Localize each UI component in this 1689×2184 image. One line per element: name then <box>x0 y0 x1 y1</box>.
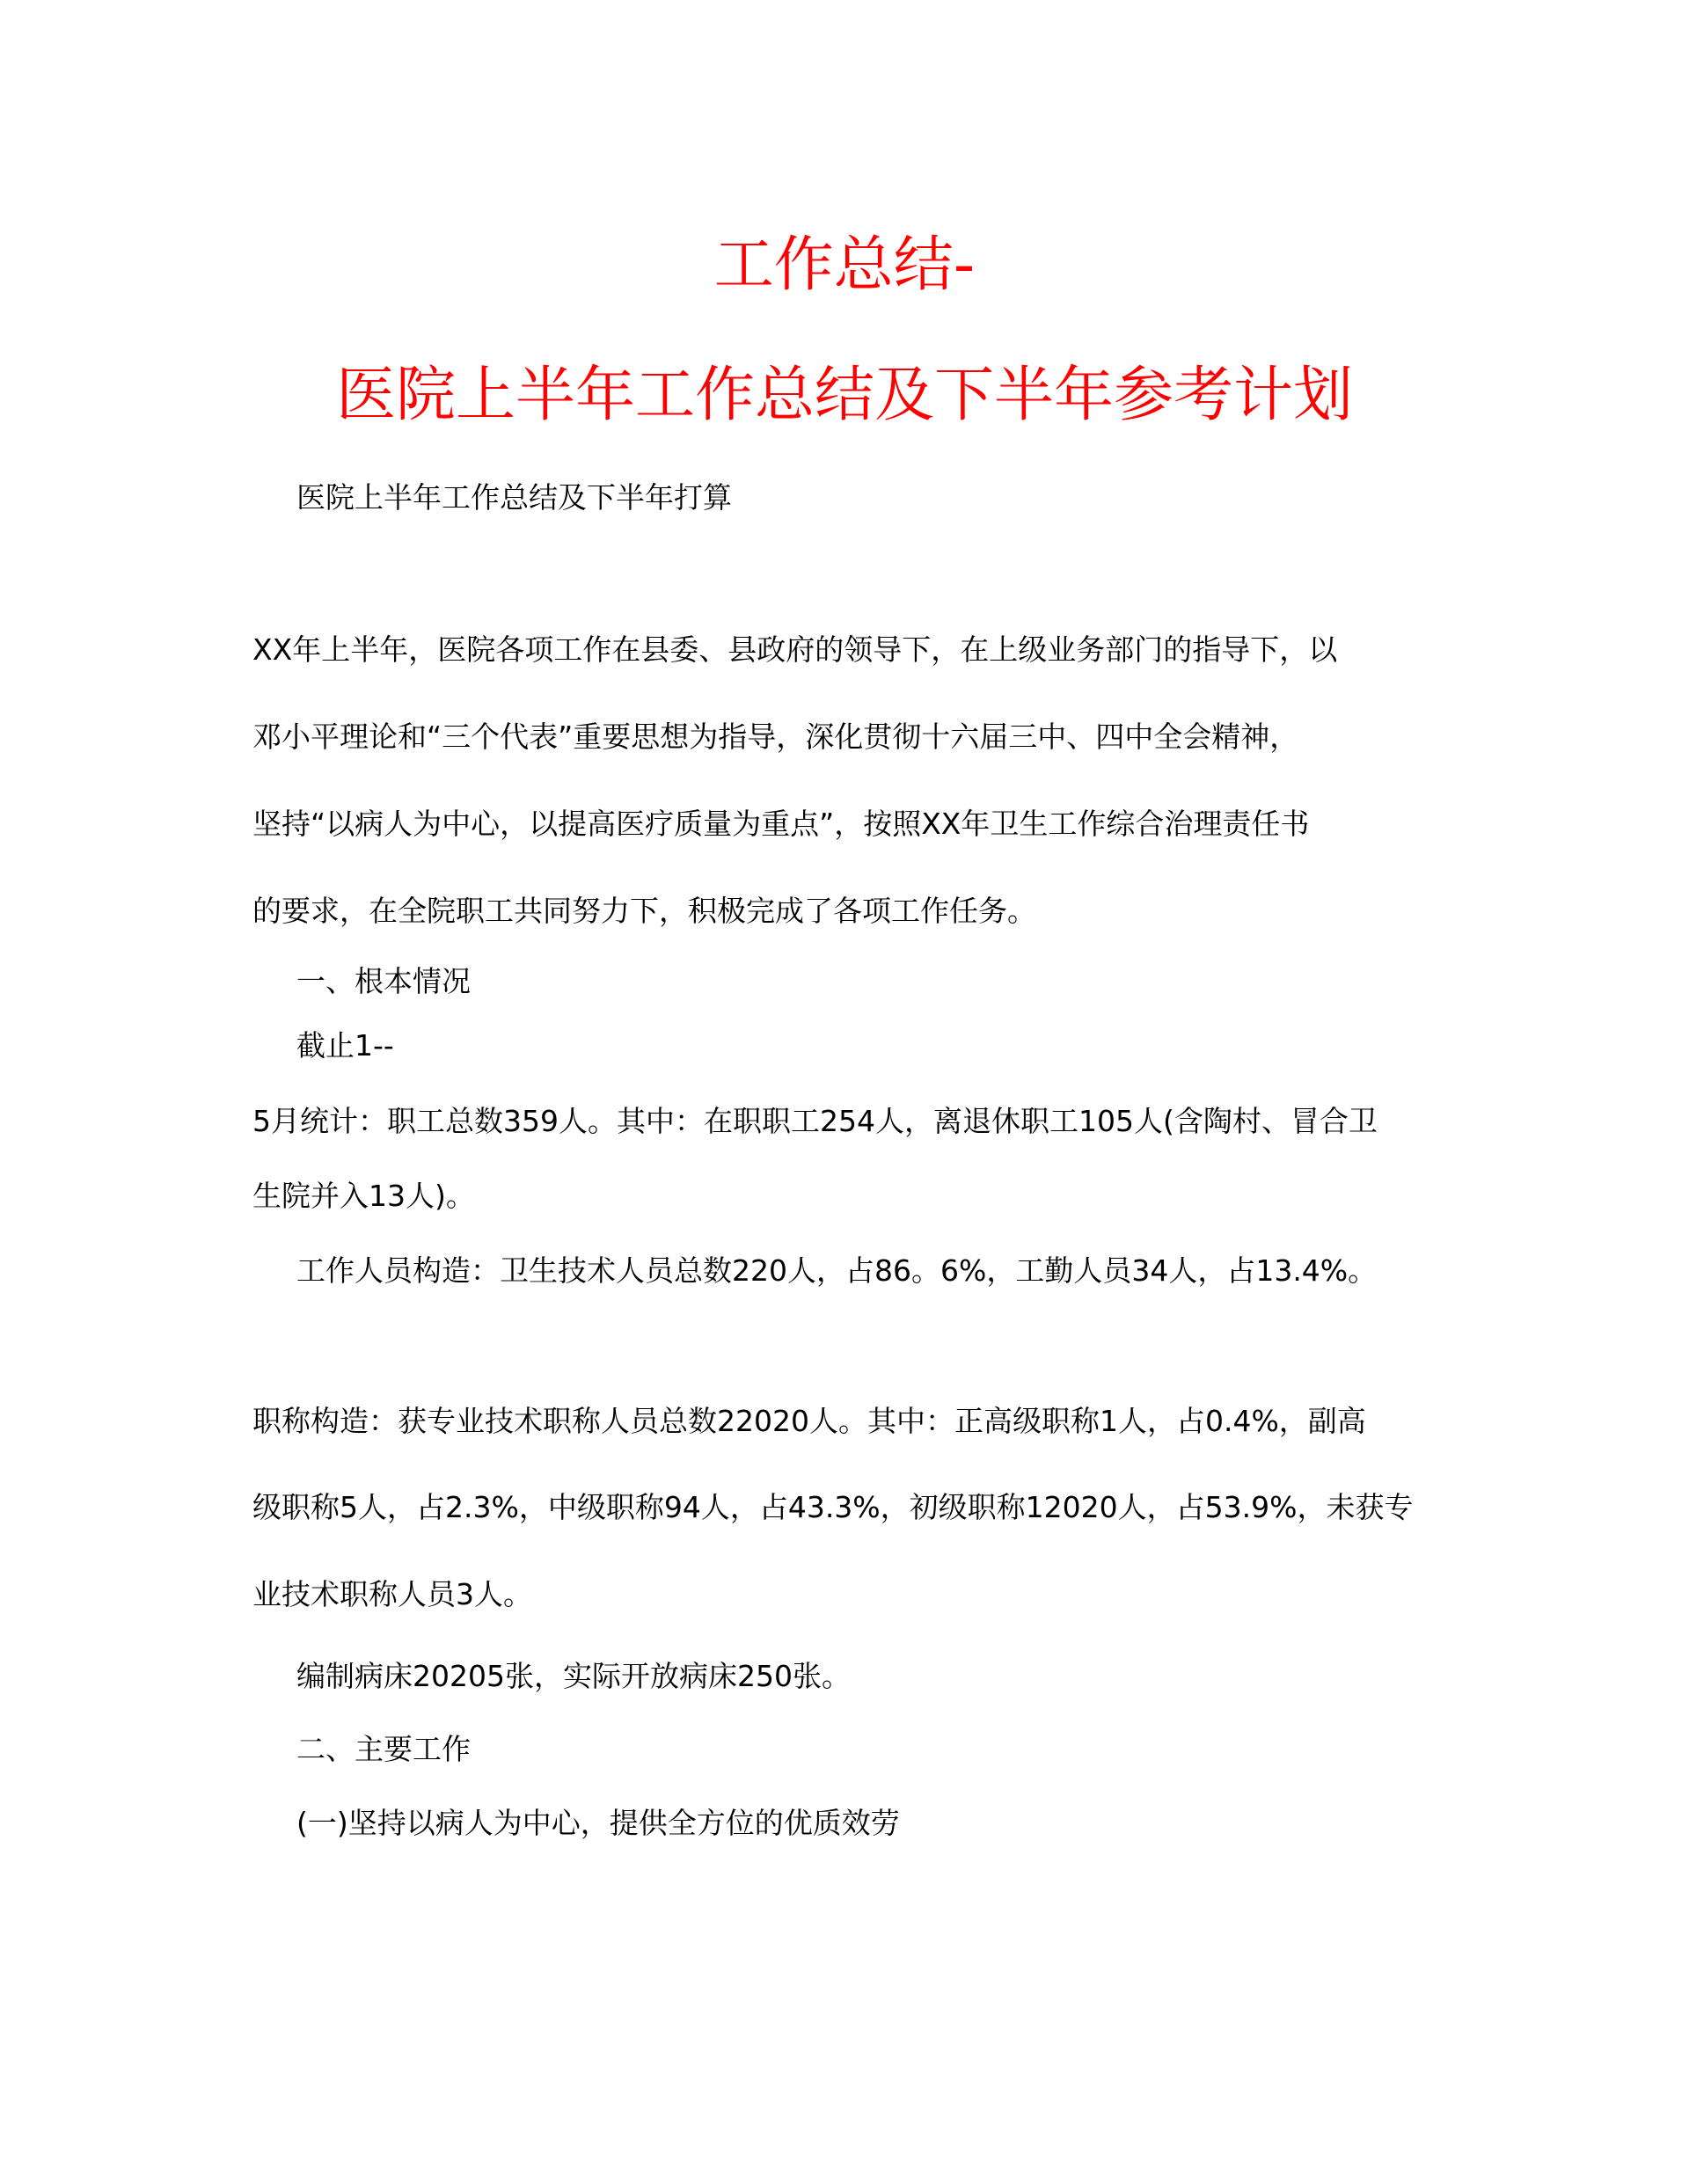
beds-line: 编制病床20205张，实际开放病床250张。 <box>296 1659 851 1693</box>
section-heading-basic-situation: 一、根本情况 <box>296 964 471 998</box>
staff-structure-line: 工作人员构造：卫生技术人员总数220人，占86。6%，工勤人员34人，占13.4%。 <box>296 1253 1378 1288</box>
intro-line: XX年上半年，医院各项工作在县委、县政府的领导下，在上级业务部门的指导下，以 <box>252 632 1338 667</box>
title-structure-line: 业技术职称人员3人。 <box>252 1577 532 1611</box>
document-title-line-1: 工作总结- <box>713 230 976 300</box>
stats-line: 5月统计：职工总数359人。其中：在职职工254人，离退休职工105人(含陶村、冒合卫 <box>252 1104 1378 1138</box>
document-title-line-2: 医院上半年工作总结及下半年参考计划 <box>335 361 1353 430</box>
subsection-heading-patient-centered: (一)坚持以病人为中心，提供全方位的优质效劳 <box>296 1806 900 1840</box>
stats-line: 生院并入13人)。 <box>252 1179 475 1213</box>
section-heading-main-work: 二、主要工作 <box>296 1732 471 1766</box>
title-structure-line: 级职称5人，占2.3%，中级职称94人，占43.3%，初级职称12020人，占53.9%，未获专 <box>252 1490 1414 1524</box>
intro-line: 邓小平理论和“三个代表”重要思想为指导，深化贯彻十六届三中、四中全会精神， <box>252 719 1299 754</box>
intro-line: 坚持“以病人为中心，以提高医疗质量为重点”，按照XX年卫生工作综合治理责任书 <box>252 807 1310 841</box>
title-structure-line: 职称构造：获专业技术职称人员总数22020人。其中：正高级职称1人，占0.4%，副高 <box>252 1404 1366 1438</box>
document-subtitle: 医院上半年工作总结及下半年打算 <box>296 480 732 515</box>
intro-line: 的要求，在全院职工共同努力下，积极完成了各项工作任务。 <box>252 894 1036 928</box>
deadline-line: 截止1-- <box>296 1028 394 1063</box>
